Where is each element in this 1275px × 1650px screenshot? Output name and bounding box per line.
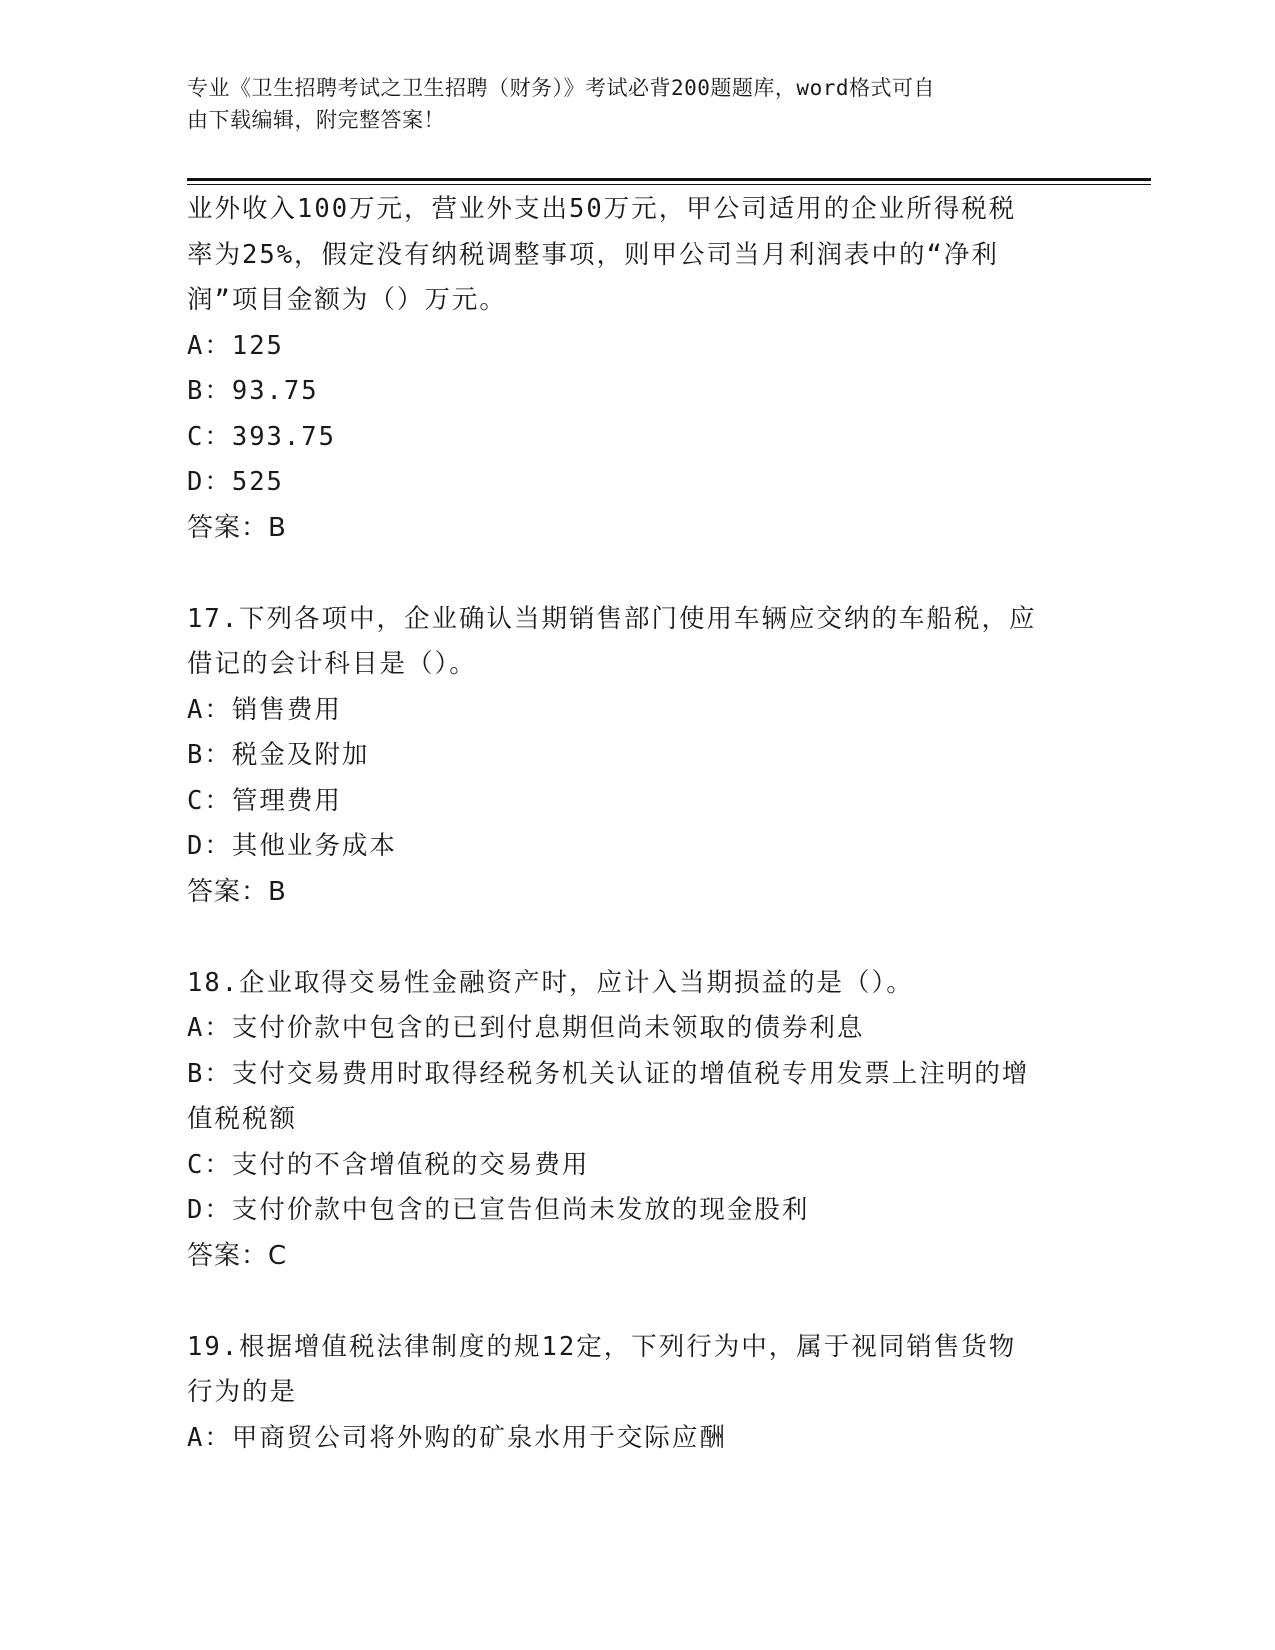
spacer (187, 551, 1087, 597)
option-a: A：支付价款中包含的已到付息期但尚未领取的债券利息 (187, 1013, 865, 1043)
question-16 (187, 187, 1087, 551)
header-divider-thick (187, 178, 1151, 181)
document-header (187, 72, 1067, 136)
option-a: A：甲商贸公司将外购的矿泉水用于交际应酬 (187, 1422, 727, 1453)
question-stem: 润”项目金额为（）万元。 (187, 285, 507, 315)
question-stem: 18.企业取得交易性金融资产时，应计入当期损益的是（）。 (187, 967, 914, 998)
answer-label: 答案：B (187, 876, 287, 907)
question-17 (187, 597, 1087, 916)
option-d: D：其他业务成本 (187, 831, 397, 861)
question-stem: 率为25%，假定没有纳税调整事项，则甲公司当月利润表中的“净利 (187, 239, 999, 270)
header-title-line-2: 由下载编辑，附完整答案！ (187, 108, 445, 132)
option-d: D：525 (187, 467, 284, 497)
answer-label: 答案：B (187, 512, 287, 543)
spacer (187, 915, 1087, 961)
option-c: C：393.75 (187, 421, 336, 452)
question-stem: 行为的是 (187, 1377, 298, 1407)
option-b: B：93.75 (187, 376, 319, 406)
option-b: B：税金及附加 (187, 740, 370, 770)
header-divider-thin (187, 184, 1151, 185)
question-18 (187, 961, 1087, 1280)
question-19 (187, 1325, 1087, 1462)
option-c: C：支付的不含增值税的交易费用 (187, 1149, 590, 1180)
option-b: B：支付交易费用时取得经税务机关认证的增值税专用发票上注明的增 (187, 1058, 1030, 1089)
question-stem: 借记的会计科目是（）。 (187, 649, 477, 679)
option-a: A：销售费用 (187, 694, 342, 725)
question-stem: 19.根据增值税法律制度的规12定，下列行为中，属于视同销售货物 (187, 1331, 1017, 1362)
option-d: D：支付价款中包含的已宣告但尚未发放的现金股利 (187, 1195, 810, 1225)
answer-label: 答案：C (187, 1240, 288, 1271)
option-a: A：125 (187, 330, 284, 361)
question-list (187, 187, 1087, 1461)
option-b-continued: 值税税额 (187, 1104, 298, 1134)
question-stem: 业外收入100万元，营业外支出50万元，甲公司适用的企业所得税税 (187, 194, 1017, 224)
question-stem: 17.下列各项中，企业确认当期销售部门使用车辆应交纳的车船税，应 (187, 603, 1037, 634)
option-c: C：管理费用 (187, 785, 342, 816)
header-title-line-1: 专业《卫生招聘考试之卫生招聘（财务）》考试必背200题题库，word格式可自 (187, 76, 935, 100)
spacer (187, 1279, 1087, 1325)
